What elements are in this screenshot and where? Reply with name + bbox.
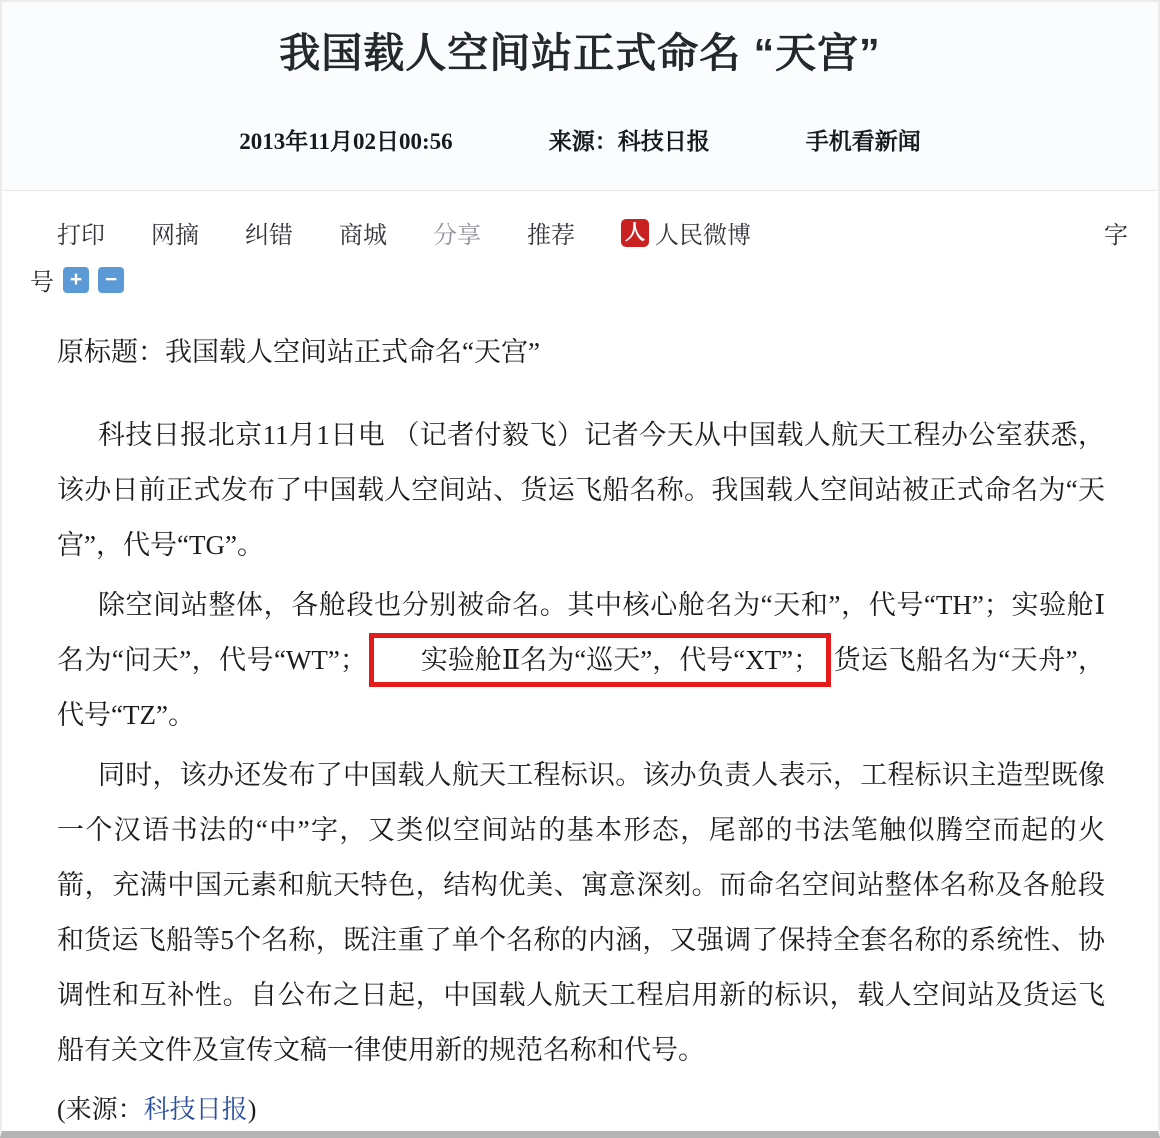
people-weibo-icon: 人: [621, 219, 649, 247]
font-decrease-button[interactable]: −: [98, 267, 124, 293]
paragraph-2-before: 除空间站整体，各舱段也分别被命名。其中核心舱名为“天和”，代号“TH”；实验舱Ⅰ名为“问天”，代号“WT”；: [57, 590, 1105, 675]
mall-button[interactable]: 商城: [339, 222, 387, 249]
article-meta: [2, 123, 1158, 156]
article-toolbar: [2, 191, 1158, 297]
publish-date: 2013年11月02日00:56: [239, 129, 453, 155]
toolbar-row-1: [57, 215, 1128, 250]
font-size-label-part2: 号: [30, 269, 54, 296]
paragraph-1: 科技日报北京11月1日电 （记者付毅飞）记者今天从中国载人航天工程办公室获悉，该办日前正式发布了中国载人空间站、货运飞船名称。我国载人空间站被正式命名为“天宫”，代号“TG”。: [57, 420, 1105, 560]
article-body: [2, 297, 1158, 1134]
print-button[interactable]: 打印: [57, 222, 105, 249]
source-label: 来源：科技日报: [548, 129, 710, 155]
source-suffix: ): [247, 1095, 257, 1124]
font-size-label-part1: 字: [1104, 222, 1128, 249]
paragraph-2: [57, 578, 1105, 743]
paragraph-2-after: 货运飞船名为“天舟”，代号“TZ”。: [57, 645, 1105, 730]
source-line: [57, 1086, 1105, 1134]
mobile-news-link[interactable]: 手机看新闻: [805, 129, 921, 155]
article-header: [2, 2, 1158, 191]
page-title: 我国载人空间站正式命名 “天宫”: [279, 30, 881, 76]
people-weibo-label: 人民微博: [655, 222, 751, 249]
highlight-annotation-box: [369, 633, 831, 687]
original-title: 原标题：我国载人空间站正式命名“天宫”: [57, 337, 540, 367]
paragraph-3: 同时，该办还发布了中国载人航天工程标识。该办负责人表示，工程标识主造型既像一个汉语书法的“中”字，又类似空间站的基本形态，尾部的书法笔触似腾空而起的火箭，充满中国元素和航天特色，结构优美、寓意深刻。而命名空间站整体名称及各舱段和货运飞船等5个名称，既注重了单个名称的内涵，又强调了保持全套名称的系统性、协调性和互补性。自公布之日起，中国载人航天工程启用新的标识，载人空间站及货运飞船有关文件及宣传文稿一律使用新的规范名称和代号。: [57, 760, 1105, 1065]
toolbar-row-2: [30, 262, 1128, 297]
highlighted-text: 实验舱Ⅱ名为“巡天”，代号“XT”；: [420, 645, 821, 675]
recommend-button[interactable]: 推荐: [527, 222, 575, 249]
correction-button[interactable]: 纠错: [245, 222, 293, 249]
source-link[interactable]: 科技日报: [143, 1095, 248, 1124]
share-button[interactable]: 分享: [433, 222, 481, 249]
bookmark-button[interactable]: 网摘: [151, 222, 199, 249]
source-prefix: (来源：: [57, 1095, 144, 1124]
font-increase-button[interactable]: +: [63, 267, 89, 293]
people-weibo-button[interactable]: [621, 215, 751, 250]
